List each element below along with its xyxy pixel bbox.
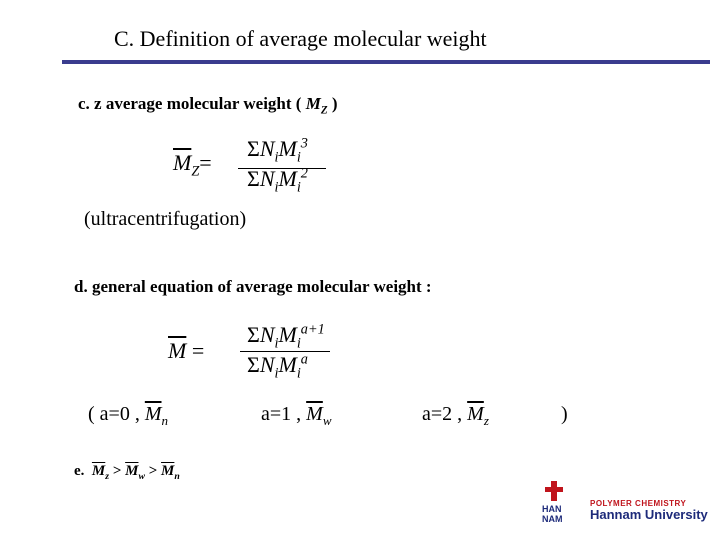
case-a0: ( a=0 , $\overline{M}_n$ (88, 403, 168, 428)
mz-symbol: M (305, 94, 321, 113)
mz-formula-lhs: $\overline{M}_Z=$ (173, 150, 212, 180)
cases-close-paren: ) (561, 403, 568, 425)
m-general-numerator: $\Sigma N_iM_i^{a+1}$ (247, 321, 325, 352)
mz-formula-denominator: $\Sigma N_iM_i^2$ (247, 165, 308, 196)
mz-formula-numerator: $\Sigma N_iM_i^3$ (247, 135, 308, 166)
case-a2: a=2 , $\overline{M}_z$ (422, 403, 489, 428)
title-divider (62, 60, 710, 64)
hannam-university-logo (542, 479, 712, 525)
logo-mark-bottom: NAM (542, 514, 563, 524)
mz-subscript: Z (320, 104, 328, 117)
logo-tagline: POLYMER CHEMISTRY (590, 499, 687, 508)
page-title: C. Definition of average molecular weight (114, 26, 487, 51)
ultracentrifugation-note: (ultracentrifugation) (84, 208, 247, 230)
m-general-denominator: $\Sigma N_iM_i^a$ (247, 351, 308, 382)
section-c-label: c. z average molecular weight ( (78, 94, 302, 113)
section-c-close: ) (331, 94, 338, 113)
m-general-lhs: $\overline{M}$ = (168, 338, 205, 363)
section-d-heading: d. general equation of average molecular weight : (74, 277, 432, 296)
case-a1: a=1 , $\overline{M}_w$ (261, 403, 332, 428)
logo-mark-top: HAN (542, 504, 562, 514)
section-c-heading (78, 94, 338, 117)
logo-university-name: Hannam University (590, 507, 708, 522)
hannam-emblem-icon (542, 479, 566, 525)
section-e-inequality: e. $\overline{M}_z > \overline{M}_w > \overline{M}_n$ (74, 463, 180, 482)
